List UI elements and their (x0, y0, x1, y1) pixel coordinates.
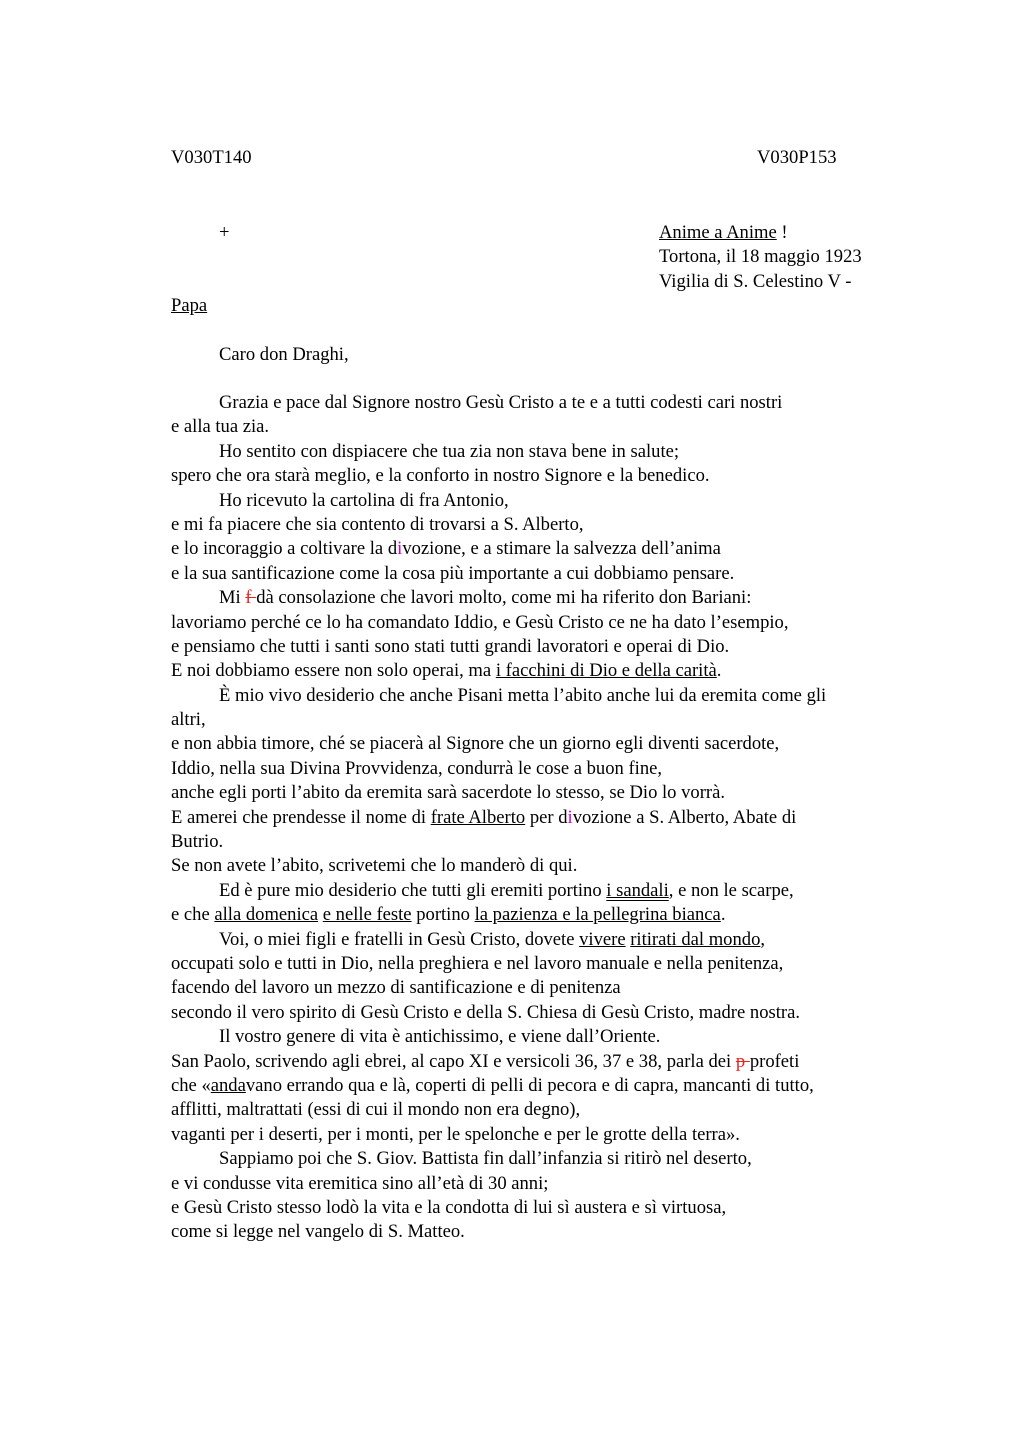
line-text: Iddio, nella sua Divina Provvidenza, condurrà le cose a buon fine, (171, 757, 663, 779)
line-text: Il vostro genere di vita è antichissimo, e viene dall’Oriente. (219, 1026, 661, 1048)
underlined-text: frate Alberto (430, 806, 526, 828)
cross-mark: + (219, 222, 230, 243)
letter-line (171, 415, 931, 439)
line-text: e alla tua zia. (171, 416, 270, 438)
strikethrough-text: f (245, 587, 257, 609)
letter-line (171, 757, 931, 781)
letter-line (171, 928, 931, 952)
line-text: altri, (171, 709, 206, 731)
letter-line (171, 732, 931, 756)
salutation: Caro don Draghi, (219, 344, 349, 365)
underlined-text: ritirati dal mondo (630, 928, 761, 950)
line-text: e pensiamo che tutti i santi sono stati tutti grandi lavoratori e operai di Dio. (171, 635, 730, 657)
motto-line (659, 221, 788, 245)
letter-line (171, 1123, 931, 1147)
letter-line (171, 635, 931, 659)
letter-line (171, 1220, 931, 1244)
line-text: profeti (749, 1050, 800, 1072)
letter-line (171, 562, 931, 586)
document-code-right: V030P153 (757, 147, 837, 168)
letter-line (171, 806, 931, 830)
letter-line (171, 659, 931, 683)
letter-line (171, 781, 931, 805)
letter-line (171, 1098, 931, 1122)
letter-line (171, 537, 931, 561)
line-text: Ho ricevuto la cartolina di fra Antonio, (219, 489, 509, 511)
place-date: Tortona, il 18 maggio 1923 (659, 246, 862, 267)
letter-line (171, 1147, 931, 1171)
line-text: anche egli porti l’abito da eremita sarà sacerdote lo stesso, se Dio lo vorrà. (171, 782, 725, 804)
line-text: Ho sentito con dispiacere che tua zia non stava bene in salute; (219, 440, 680, 462)
letter-line (171, 391, 931, 415)
line-text: E noi dobbiamo essere non solo operai, ma (171, 660, 496, 682)
line-text: vozione, e a stimare la salvezza dell’anima (402, 538, 721, 560)
line-text: occupati solo e tutti in Dio, nella preghiera e nel lavoro manuale e nella penitenza, (171, 952, 784, 974)
letter-line (171, 513, 931, 537)
line-text: , (760, 928, 766, 950)
document-code-left: V030T140 (171, 147, 252, 168)
letter-line (171, 489, 931, 513)
strikethrough-text: p (735, 1050, 750, 1072)
letter-body (171, 391, 931, 1245)
letter-line (171, 708, 931, 732)
letter-line (171, 952, 931, 976)
vigil-line: Vigilia di S. Celestino V - (659, 271, 852, 292)
letter-line (171, 1001, 931, 1025)
letter-line (171, 1050, 931, 1074)
letter-line (171, 1074, 931, 1098)
line-text: È mio vivo desiderio che anche Pisani metta l’abito anche lui da eremita come gli (219, 684, 827, 706)
line-text: dà consolazione che lavori molto, come mi ha riferito don Bariani: (256, 587, 752, 609)
line-text: facendo del lavoro un mezzo di santificazione e di penitenza (171, 977, 621, 999)
underlined-text: e nelle feste (322, 904, 412, 926)
letter-line (171, 1025, 931, 1049)
line-text: Se non avete l’abito, scrivetemi che lo manderò di qui. (171, 855, 578, 877)
line-text: che « (171, 1074, 211, 1096)
line-text: . (716, 660, 722, 682)
underlined-text: i sandali (606, 879, 669, 901)
line-text: e la sua santificazione come la cosa più importante a cui dobbiamo pensare. (171, 562, 735, 584)
line-text: Voi, o miei figli e fratelli in Gesù Cristo, dovete (219, 928, 580, 950)
line-text: e Gesù Cristo stesso lodò la vita e la condotta di lui sì austera e sì virtuosa, (171, 1196, 727, 1218)
line-text: Sappiamo poi che S. Giov. Battista fin dall’infanzia si ritirò nel deserto, (219, 1148, 752, 1170)
line-text: secondo il vero spirito di Gesù Cristo e della S. Chiesa di Gesù Cristo, madre nostra. (171, 1001, 800, 1023)
line-text: come si legge nel vangelo di S. Matteo. (171, 1221, 465, 1243)
underlined-text: la pazienza e la pellegrina bianca (474, 904, 721, 926)
letter-line (171, 684, 931, 708)
highlighted-letter: i (397, 538, 403, 560)
motto: Anime a Anime (659, 222, 777, 243)
letter-line (171, 440, 931, 464)
letter-line (171, 879, 931, 903)
underlined-text: alla domenica (214, 904, 319, 926)
line-text: e lo incoraggio a coltivare la d (171, 538, 398, 560)
letter-line (171, 464, 931, 488)
line-text: Mi (219, 587, 246, 609)
highlighted-letter: i (567, 806, 573, 828)
letter-line (171, 830, 931, 854)
line-text: afflitti, maltrattati (essi di cui il mondo non era degno), (171, 1099, 581, 1121)
letter-line (171, 854, 931, 878)
letter-line (171, 1172, 931, 1196)
line-text: lavoriamo perché ce lo ha comandato Iddio, e Gesù Cristo ce ne ha dato l’esempio, (171, 611, 789, 633)
line-text: portino (411, 904, 475, 926)
letter-line (171, 611, 931, 635)
line-text: e non abbia timore, ché se piacerà al Signore che un giorno egli diventi sacerdote, (171, 733, 780, 755)
letter-line (171, 586, 931, 610)
underlined-text: anda (210, 1074, 246, 1096)
line-text: Butrio. (171, 831, 224, 853)
letter-line (171, 976, 931, 1000)
line-text: , e non le scarpe, (668, 879, 794, 901)
underlined-text: i facchini di Dio e della carità (495, 660, 717, 682)
line-text: e vi condusse vita eremitica sino all’età di 30 anni; (171, 1172, 549, 1194)
line-text: spero che ora starà meglio, e la conforto in nostro Signore e la benedico. (171, 465, 710, 487)
letter-line (171, 903, 931, 927)
line-text: per d (525, 806, 568, 828)
line-text: e mi fa piacere che sia contento di trovarsi a S. Alberto, (171, 513, 584, 535)
line-text: E amerei che prendesse il nome di (171, 806, 431, 828)
vigil-continuation: Papa (171, 295, 208, 316)
line-text: vano errando qua e là, coperti di pelli di pecora e di capra, mancanti di tutto, (245, 1074, 814, 1096)
line-text: . (720, 904, 726, 926)
line-text: vaganti per i deserti, per i monti, per le spelonche e per le grotte della terra». (171, 1123, 740, 1145)
letter-line (171, 1196, 931, 1220)
line-text: e che (171, 904, 215, 926)
line-text: Ed è pure mio desiderio che tutti gli eremiti portino (219, 879, 607, 901)
line-text: Grazia e pace dal Signore nostro Gesù Cristo a te e a tutti codesti cari nostri (219, 392, 783, 413)
underlined-text: vivere (579, 928, 626, 950)
line-text: vozione a S. Alberto, Abate di (572, 806, 797, 828)
line-text: San Paolo, scrivendo agli ebrei, al capo XI e versicoli 36, 37 e 38, parla dei (171, 1050, 736, 1072)
motto-mark: ! (776, 222, 788, 243)
